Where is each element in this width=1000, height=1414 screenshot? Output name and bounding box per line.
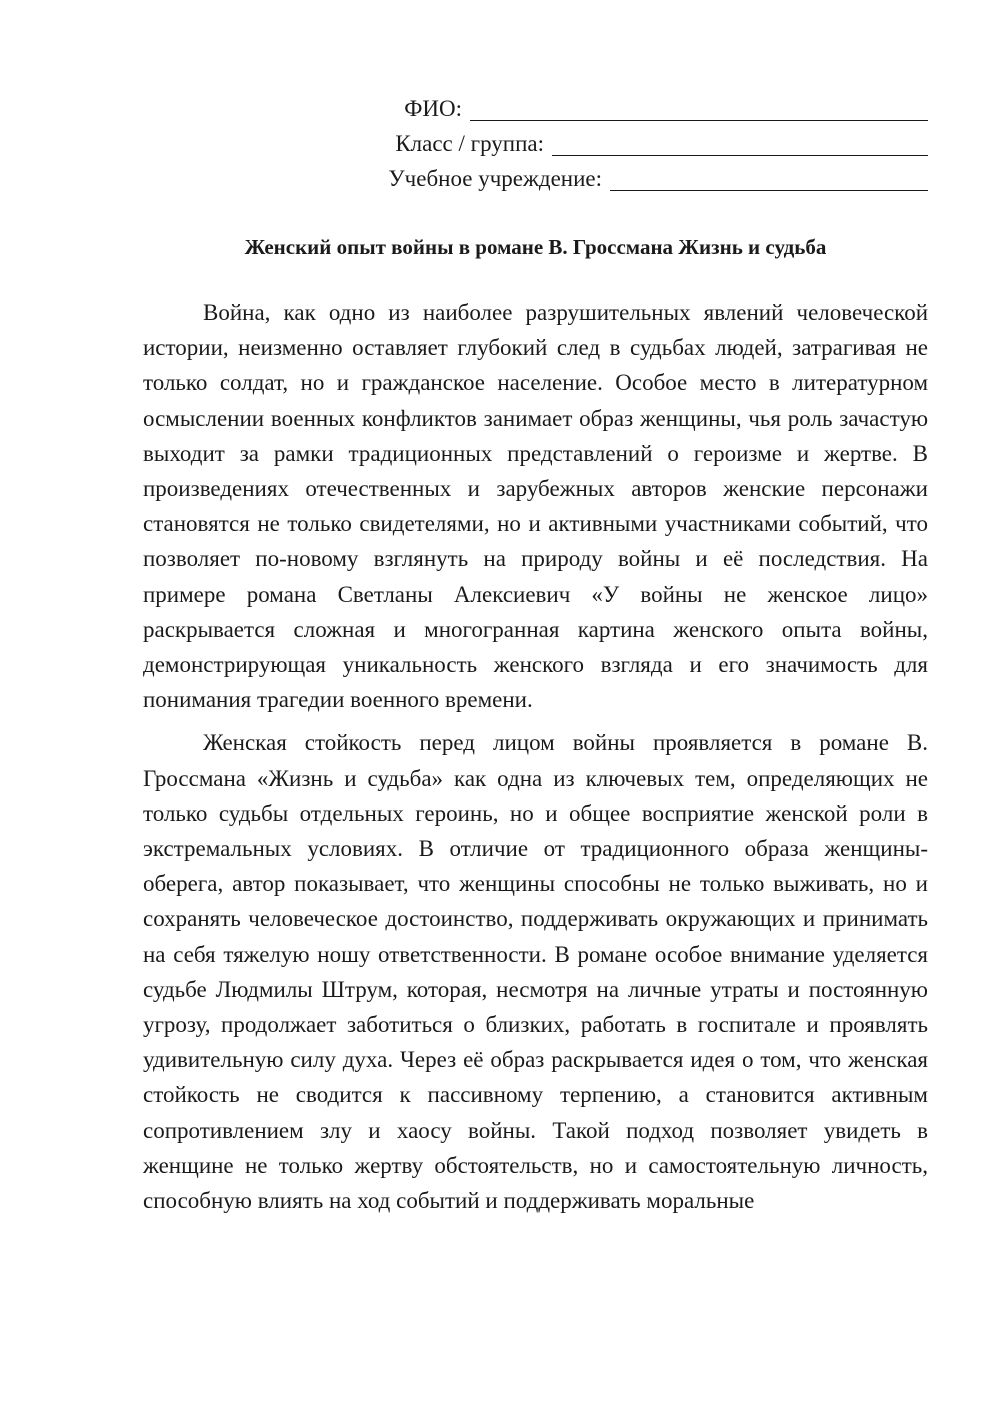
class-row [143, 126, 928, 161]
fio-blank-line [470, 94, 928, 121]
fio-row [143, 91, 928, 126]
school-blank-line [610, 164, 928, 191]
fio-label: ФИО: [404, 96, 462, 121]
school-label: Учебное учреждение: [388, 166, 602, 191]
paragraph: Война, как одно из наиболее разрушительных явлений человеческой истории, неизменно оставляет глубокий след в судьбах людей, затрагивая не только солдат, но и гражданское население. Особое место в литературном осмыслении военных конфликтов занимает образ женщины, чья роль зачастую выходит за рамки традиционных представлений о героизме и жертве. В произведениях отечественных и зарубежных авторов женские персонажи становятся не только свидетелями, но и активными участниками событий, что позволяет по-новому взглянуть на природу войны и её последствия. На примере романа Светланы Алексиевич «У войны не женское лицо» раскрывается сложная и многогранная картина женского опыта войны, демонстрирующая уникальность женского взгляда и его значимость для понимания трагедии военного времени. [143, 300, 928, 713]
document-title: Женский опыт войны в романе В. Гроссмана Жизнь и судьба [244, 235, 827, 259]
paragraph: Женская стойкость перед лицом войны проявляется в романе В. Гроссмана «Жизнь и судьба» как одна из ключевых тем, определяющих не только судьбы отдельных героинь, но и общее восприятие женской роли в экстремальных условиях. В отличие от традиционного образа женщины-оберега, автор показывает, что женщины способны не только выживать, но и сохранять человеческое достоинство, поддерживать окружающих и принимать на себя тяжелую ношу ответственности. В романе особое внимание уделяется судьбе Людмилы Штрум, которая, несмотря на личные утраты и постоянную угрозу, продолжает заботиться о близких, работать в госпитале и проявлять удивительную силу духа. Через её образ раскрывается идея о том, что женская стойкость не сводится к пассивному терпению, а становится активным сопротивлением злу и хаосу войны. Такой подход позволяет увидеть в женщине не только жертву обстоятельств, но и самостоятельную личность, способную влиять на ход событий и поддерживать моральные [143, 730, 928, 1214]
class-blank-line [552, 129, 928, 156]
document-body [143, 295, 928, 1226]
school-row [143, 161, 928, 196]
student-info-header [143, 91, 928, 196]
class-label: Класс / группа: [395, 131, 544, 156]
